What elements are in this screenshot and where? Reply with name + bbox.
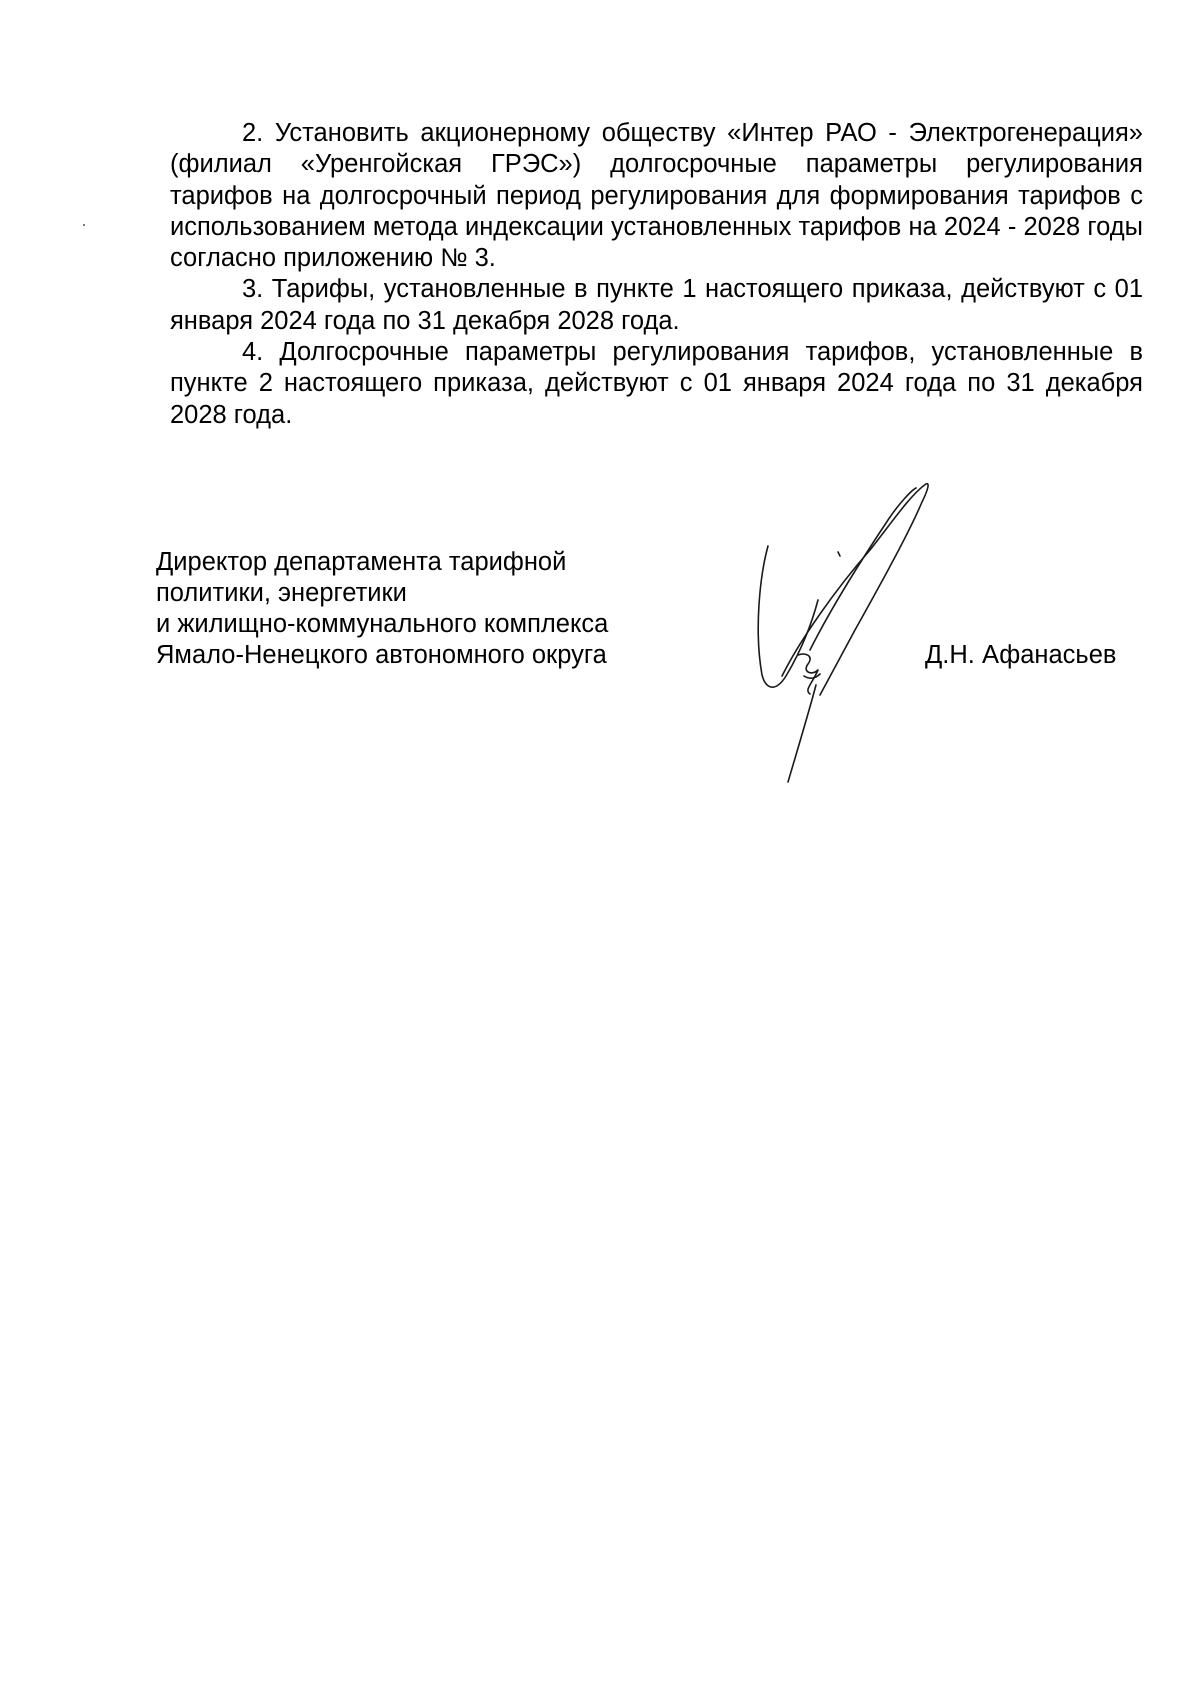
document-body bbox=[170, 118, 1143, 431]
signatory-position bbox=[156, 547, 608, 671]
scan-speck bbox=[83, 224, 85, 226]
handwritten-signature bbox=[740, 480, 950, 790]
paragraph-2: 2. Установить акционерному обществу «Интер РАО - Электрогенерация» (филиал «Уренгойская ГРЭС») долгосрочные параметры регулирования тарифов на долгосрочный период регулирования для формирования тарифов с использованием метода индексации установленных тарифов на 2024 - 2028 годы согласно приложению № 3. bbox=[170, 119, 1143, 273]
signer-name: Д.Н. Афанасьев bbox=[925, 641, 1117, 669]
position-line: Директор департамента тарифной bbox=[156, 548, 567, 576]
paragraph-4: 4. Долгосрочные параметры регулирования тарифов, установленные в пункте 2 настоящего приказа, действуют с 01 января 2024 года по 31 декабря 2028 года. bbox=[170, 338, 1143, 429]
position-line: политики, энергетики bbox=[156, 579, 407, 607]
position-line: и жилищно-коммунального комплекса bbox=[156, 610, 609, 638]
paragraph-3: 3. Тарифы, установленные в пункте 1 настоящего приказа, действуют с 01 января 2024 года по 31 декабря 2028 года. bbox=[170, 275, 1143, 335]
position-line: Ямало-Ненецкого автономного округа bbox=[156, 641, 607, 669]
